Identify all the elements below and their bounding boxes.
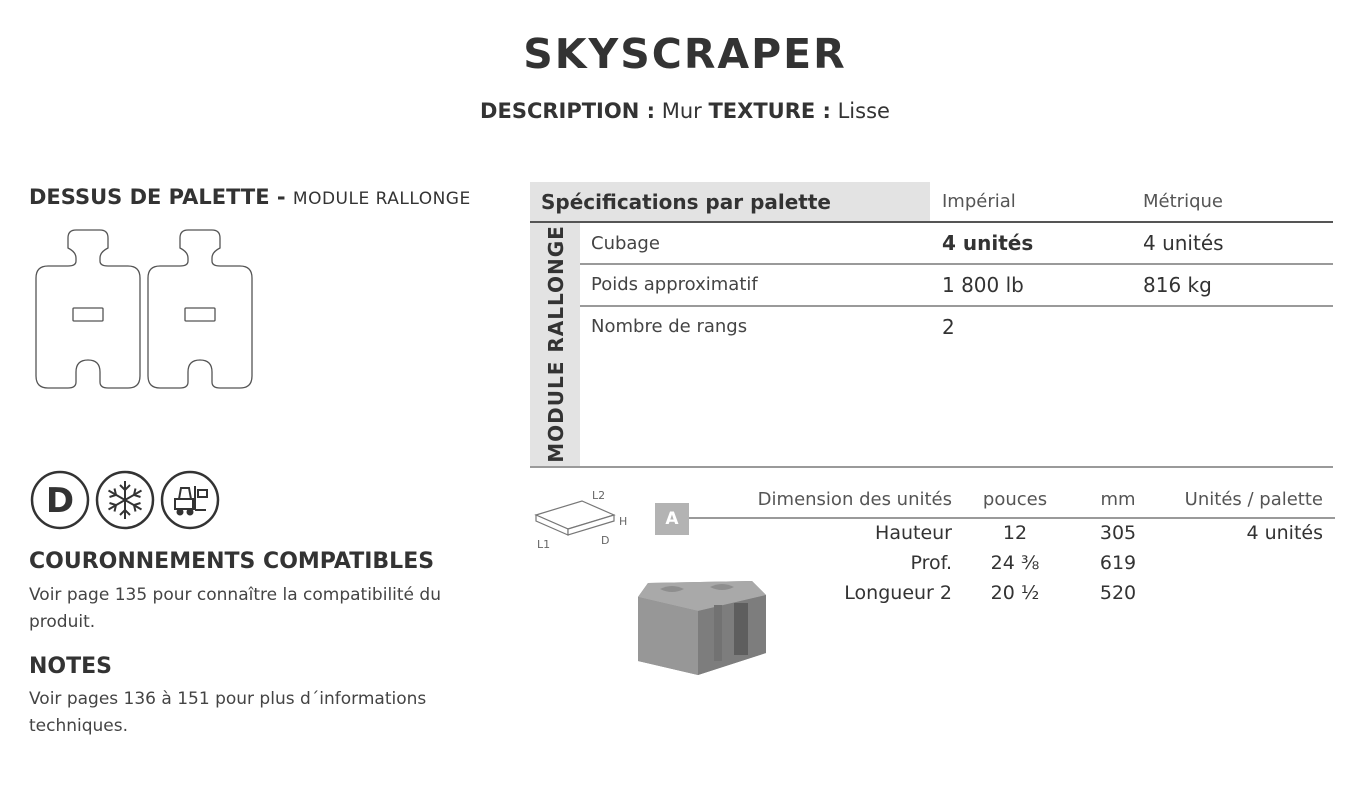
snowflake-icon [97,472,153,528]
palette-heading-main: DESSUS DE PALETTE - [29,185,286,209]
block-product-image [630,575,775,680]
forklift-icon [162,472,218,528]
texture-value: Lisse [837,99,890,123]
spec-row-divider [580,263,1333,265]
dimension-row-mm: 619 [1099,552,1137,574]
notes-text: Voir pages 136 à 151 pour plus d´informations techniques. [29,689,427,736]
spec-row-divider [580,305,1333,307]
spec-row-label: Poids approximatif [591,274,758,295]
dimension-col-inches: pouces [982,489,1048,510]
vertical-label: MODULE RALLONGE [544,225,568,463]
d-badge-letter: D [45,481,75,521]
diagram-label-l2: L2 [592,489,606,502]
block-outline-left [36,230,140,388]
column-metric: Métrique [1143,191,1223,212]
d-badge-icon [32,472,88,528]
dimension-header-rule [689,517,1335,519]
dimension-row-inches: 20 ½ [990,582,1040,604]
block-outline-right [148,230,252,388]
diagram-label-l1: L1 [537,538,551,551]
dimension-row-mm: 520 [1099,582,1137,604]
spec-table-bottom-rule [530,466,1333,468]
block-dimension-diagram [530,487,645,553]
compatible-heading: COURONNEMENTS COMPATIBLES [29,549,435,574]
dimension-col-per-pallet: Unités / palette [1184,489,1323,510]
diagram-label-h: H [619,515,628,528]
palette-heading [29,185,471,209]
dimension-badge: A [655,503,689,535]
dimension-row-name: Prof. [910,552,952,574]
description-value: Mur [661,99,702,123]
texture-label: TEXTURE : [708,99,831,123]
dimension-row-inches: 24 ⅜ [990,552,1040,574]
spec-header-rule [530,221,1333,223]
column-imperial: Impérial [942,191,1016,212]
spec-row-metric: 4 unités [1143,231,1224,255]
compatible-text: Voir page 135 pour connaître la compatibilité du produit. [29,585,441,632]
spec-row-label: Cubage [591,233,660,254]
palette-top-view-drawing [30,224,265,394]
description-label: DESCRIPTION : [480,99,656,123]
spec-row-imperial: 2 [942,315,955,339]
dimension-row-name: Longueur 2 [844,582,952,604]
dimension-row-name: Hauteur [875,522,952,544]
notes-heading: NOTES [29,654,112,679]
dimension-row-per-pallet: 4 unités [1246,522,1323,544]
spec-row-metric: 816 kg [1143,273,1212,297]
page-title: SKYSCRAPER [523,30,847,78]
spec-row-label: Nombre de rangs [591,316,748,337]
spec-row-imperial: 1 800 lb [942,273,1024,297]
dimension-col-mm: mm [1100,489,1136,510]
spec-header-label: Spécifications par palette [541,190,831,214]
dimension-row-inches: 12 [1002,522,1028,544]
dimension-row-mm: 305 [1099,522,1137,544]
dimension-col-name: Dimension des unités [757,489,952,510]
palette-heading-sub: MODULE RALLONGE [292,189,471,209]
spec-row-imperial: 4 unités [942,231,1034,255]
feature-icons [29,470,229,536]
diagram-label-d: D [601,534,610,547]
description-line [0,99,1370,123]
